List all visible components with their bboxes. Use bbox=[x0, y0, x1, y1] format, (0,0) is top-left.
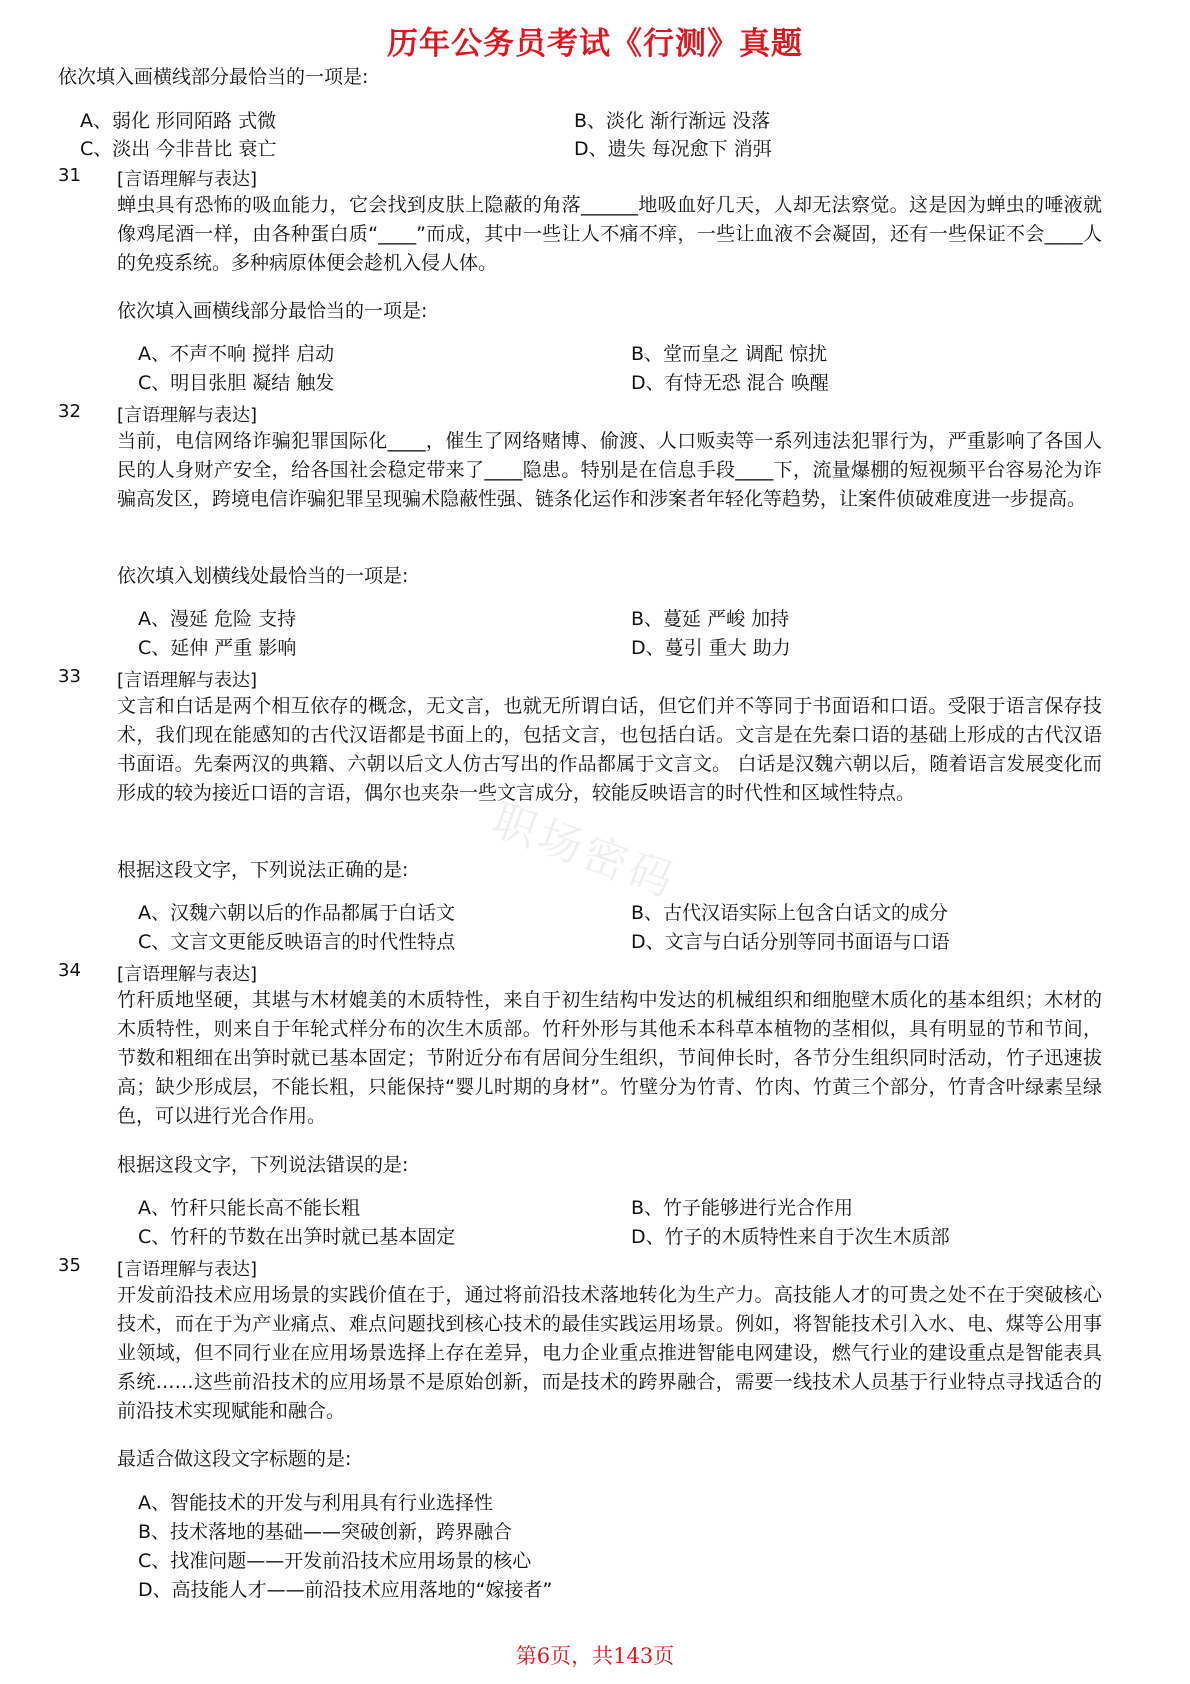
intro-option-d: D、遗失 每况愈下 消弭 bbox=[574, 138, 772, 160]
question-35-stem: 最适合做这段文字标题的是: bbox=[117, 1448, 352, 1470]
question-34-paragraph: 竹秆质地坚硬，其堪与木材媲美的木质特性，来自于初生结构中发达的机械组织和细胞壁木质化的基本组织；木材的木质特性，则来自于年轮式样分布的次生木质部。竹秆外形与其他禾本科草本植物的茎相似，具有明显的节和节间，节数和粗细在出笋时就已基本固定；节附近分布有居间分生组织，节间伸长时，各节分生组织同时活动，竹子迅速拔高；缺少形成层，不能长粗，只能保持“婴儿时期的身材”。竹壁分为竹青、竹肉、竹黄三个部分，竹青含叶绿素呈绿色，可以进行光合作用。 bbox=[117, 989, 1102, 1127]
question-31-option-d: D、有恃无恐 混合 唤醒 bbox=[631, 372, 829, 394]
question-34-tag: [言语理解与表达] bbox=[117, 964, 258, 985]
page-footer: 第6页，共143页 bbox=[515, 1644, 675, 1668]
question-32-option-a: A、漫延 危险 支持 bbox=[138, 608, 297, 630]
question-31-option-a: A、不声不响 搅拌 启动 bbox=[138, 343, 335, 365]
intro-stem: 依次填入画横线部分最恰当的一项是: bbox=[58, 66, 369, 88]
intro-option-b: B、淡化 渐行渐远 没落 bbox=[574, 110, 771, 132]
question-31-tag: [言语理解与表达] bbox=[117, 169, 258, 190]
question-34-option-b: B、竹子能够进行光合作用 bbox=[631, 1197, 854, 1219]
question-35-tag: [言语理解与表达] bbox=[117, 1259, 258, 1280]
question-35-paragraph: 开发前沿技术应用场景的实践价值在于，通过将前沿技术落地转化为生产力。高技能人才的可贵之处不在于突破核心技术，而在于为产业痛点、难点问题找到核心技术的最佳实践运用场景。例如，将智能技术引入水、电、煤等公用事业领域，但不同行业在应用场景选择上存在差异，电力企业重点推进智能电网建设，燃气行业的建设重点是智能表具系统……这些前沿技术的应用场景不是原始创新，而是技术的跨界融合，需要一线技术人员基于行业特点寻找适合的前沿技术实现赋能和融合。 bbox=[117, 1284, 1102, 1422]
question-34-number: 34 bbox=[58, 960, 81, 981]
question-33-option-d: D、文言与白话分别等同书面语与口语 bbox=[631, 931, 950, 953]
question-31-stem: 依次填入画横线部分最恰当的一项是: bbox=[117, 300, 428, 322]
question-32-stem: 依次填入划横线处最恰当的一项是: bbox=[117, 565, 409, 587]
question-35-number: 35 bbox=[58, 1255, 81, 1276]
question-32-option-b: B、蔓延 严峻 加持 bbox=[631, 608, 790, 630]
question-35-option-d: D、高技能人才——前沿技术应用落地的“嫁接者” bbox=[138, 1579, 553, 1601]
question-34-option-c: C、竹秆的节数在出笋时就已基本固定 bbox=[138, 1226, 456, 1248]
page-title: 历年公务员考试《行测》真题 bbox=[387, 26, 803, 62]
question-31-paragraph: 蝉虫具有恐怖的吸血能力，它会找到皮肤上隐蔽的角落______地吸血好几天，人却无法察觉。这是因为蝉虫的唾液就像鸡尾酒一样，由各种蛋白质“____”而成，其中一些让人不痛不痒，一些让血液不会凝固，还有一些保证不会____人的免疫系统。多种病原体便会趁机入侵人体。 bbox=[117, 194, 1102, 274]
question-32-option-c: C、延伸 严重 影响 bbox=[138, 637, 297, 659]
question-32-number: 32 bbox=[58, 401, 81, 422]
intro-option-c: C、淡出 今非昔比 衰亡 bbox=[80, 138, 277, 160]
question-33-option-b: B、古代汉语实际上包含白话文的成分 bbox=[631, 902, 949, 924]
intro-option-a: A、弱化 形同陌路 式微 bbox=[80, 110, 277, 132]
question-35-option-b: B、技术落地的基础——突破创新，跨界融合 bbox=[138, 1521, 513, 1543]
question-33-tag: [言语理解与表达] bbox=[117, 670, 258, 691]
question-33-option-c: C、文言文更能反映语言的时代性特点 bbox=[138, 931, 456, 953]
question-31-option-c: C、明目张胆 凝结 触发 bbox=[138, 372, 335, 394]
question-35-option-a: A、智能技术的开发与利用具有行业选择性 bbox=[138, 1492, 493, 1514]
question-33-stem: 根据这段文字，下列说法正确的是: bbox=[117, 859, 409, 881]
question-34-option-d: D、竹子的木质特性来自于次生木质部 bbox=[631, 1226, 950, 1248]
question-33-number: 33 bbox=[58, 666, 81, 687]
question-33-option-a: A、汉魏六朝以后的作品都属于白话文 bbox=[138, 902, 455, 924]
question-32-option-d: D、蔓引 重大 助力 bbox=[631, 637, 791, 659]
watermark: 职场密码 bbox=[485, 794, 684, 909]
question-31-number: 31 bbox=[58, 165, 81, 186]
question-35-option-c: C、找准问题——开发前沿技术应用场景的核心 bbox=[138, 1550, 532, 1572]
question-34-option-a: A、竹秆只能长高不能长粗 bbox=[138, 1197, 360, 1219]
question-33-paragraph: 文言和白话是两个相互依存的概念，无文言，也就无所谓白话，但它们并不等同于书面语和口语。受限于语言保存技术，我们现在能感知的古代汉语都是书面上的，包括文言，也包括白话。文言是在先秦口语的基础上形成的古代汉语书面语。先秦两汉的典籍、六朝以后文人仿古写出的作品都属于文言文。 白话是汉魏六朝以后，随着语言发展变化而形成的较为接近口语的言语，偶尔也夹杂一些文言成分，较能反映语言的时代性和区域性特点。 bbox=[117, 695, 1102, 804]
question-31-option-b: B、堂而皇之 调配 惊扰 bbox=[631, 343, 828, 365]
question-34-stem: 根据这段文字，下列说法错误的是: bbox=[117, 1154, 409, 1176]
question-32-paragraph: 当前，电信网络诈骗犯罪国际化____，催生了网络赌博、偷渡、人口贩卖等一系列违法犯罪行为，严重影响了各国人民的人身财产安全，给各国社会稳定带来了____隐患。特别是在信息手段____下，流量爆棚的短视频平台容易沦为诈骗高发区，跨境电信诈骗犯罪呈现骗术隐蔽性强、链条化运作和涉案者年轻化等趋势，让案件侦破难度进一步提高。 bbox=[117, 430, 1102, 510]
question-32-tag: [言语理解与表达] bbox=[117, 405, 258, 426]
